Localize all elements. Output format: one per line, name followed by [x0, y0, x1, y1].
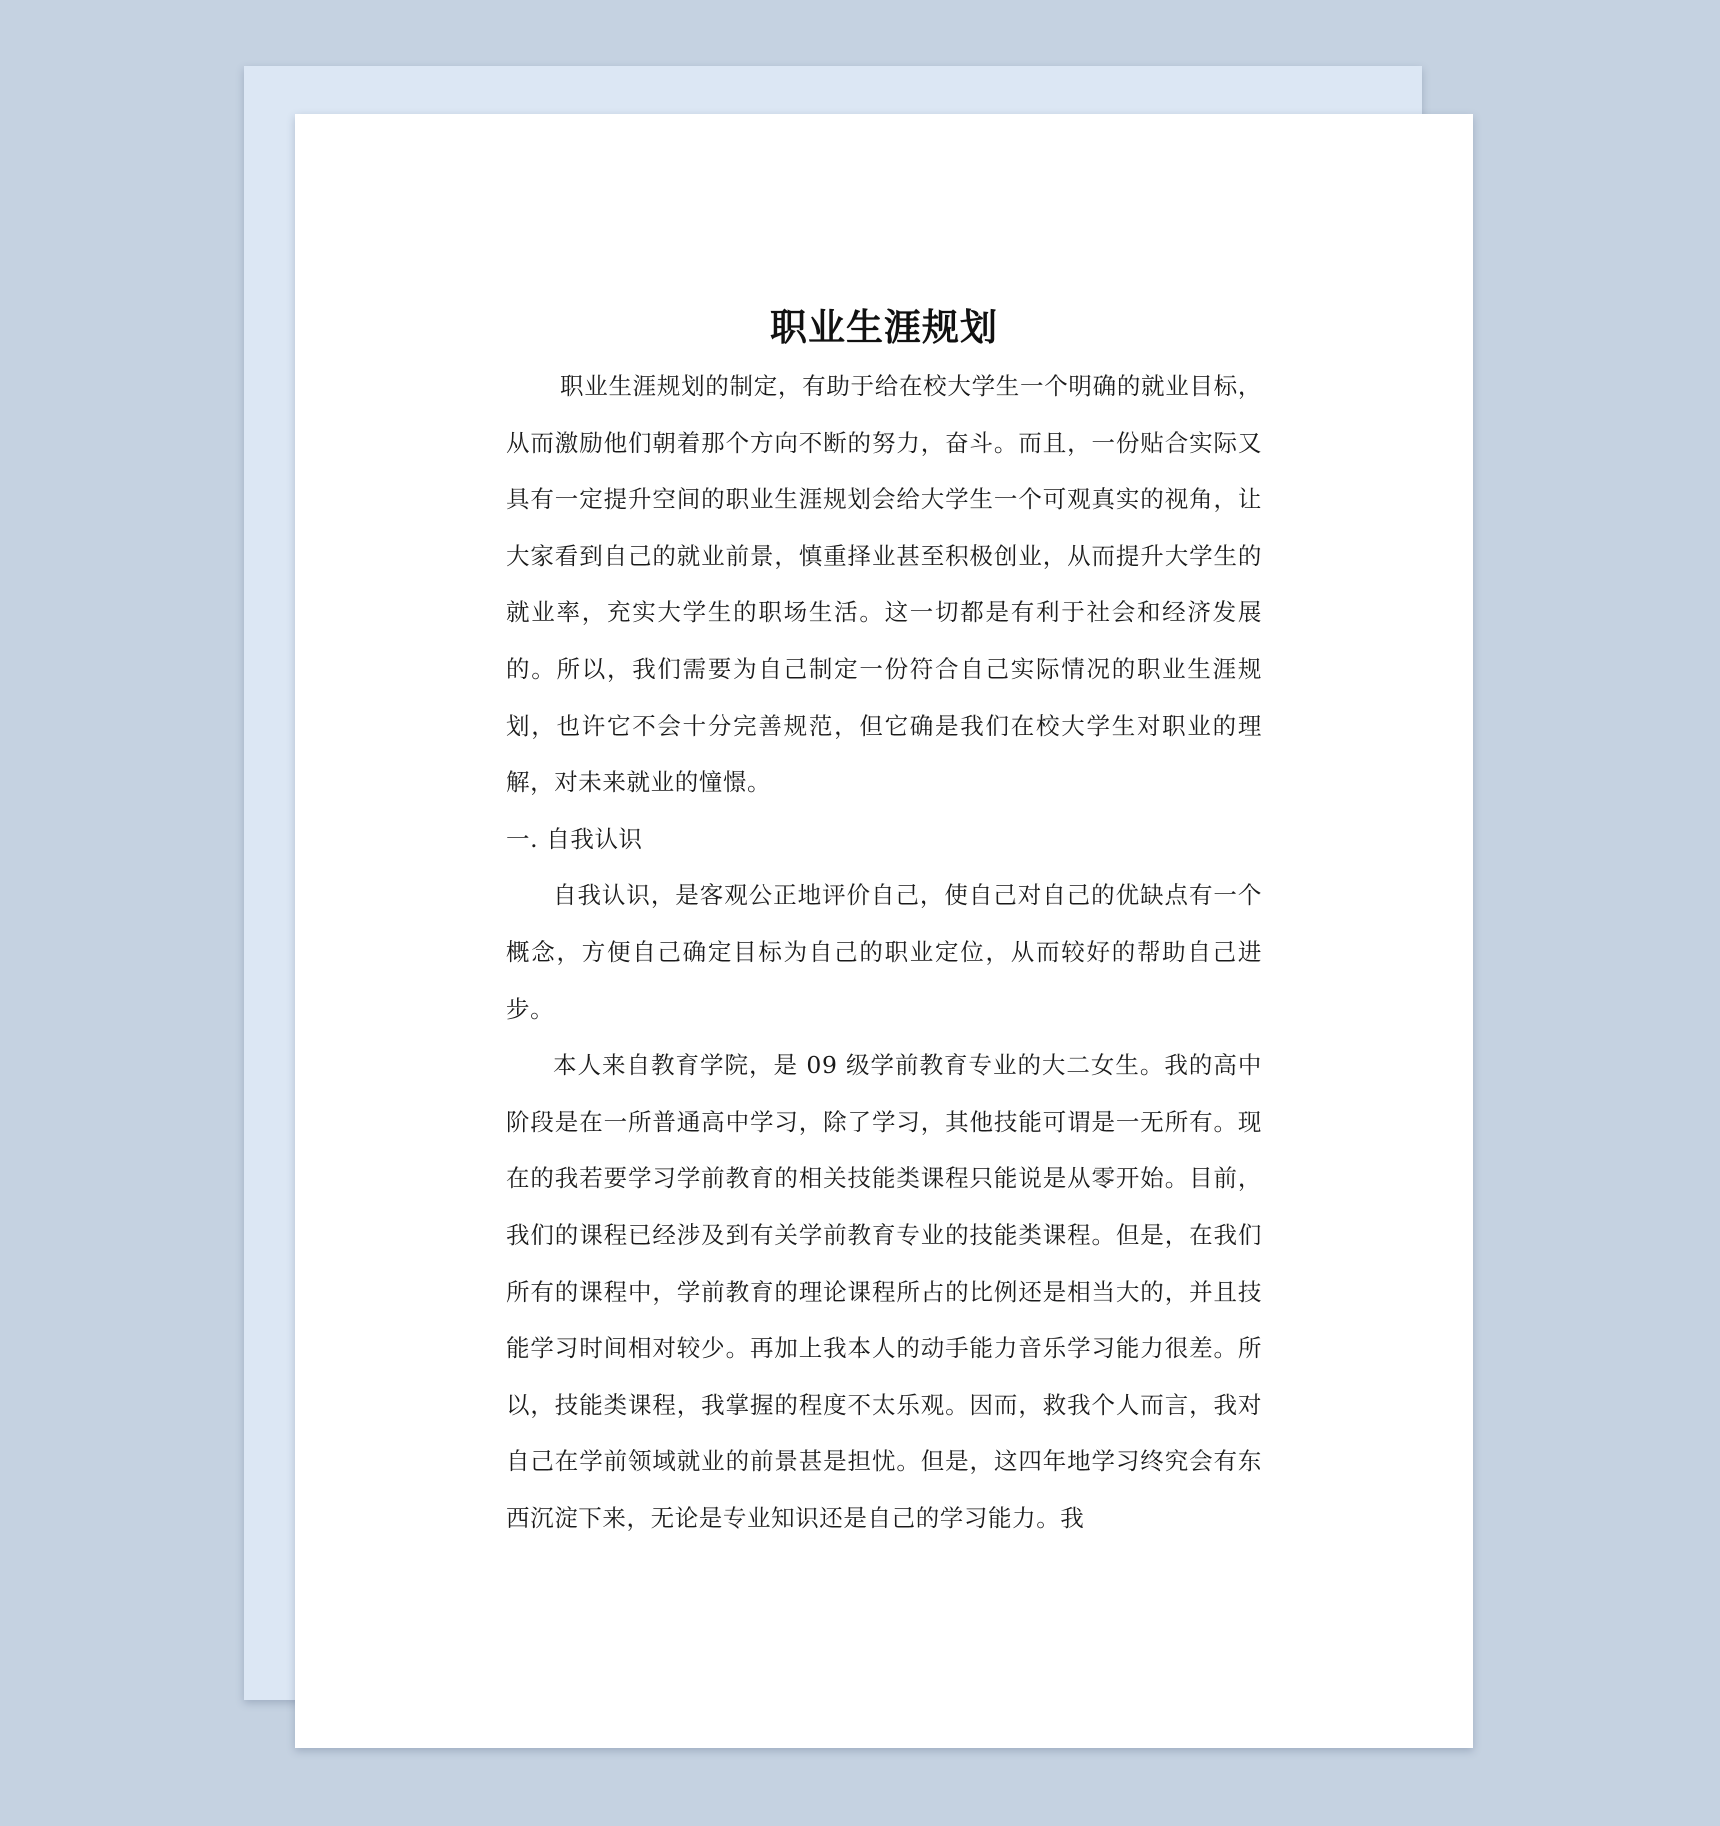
intro-paragraph: 职业生涯规划的制定，有助于给在校大学生一个明确的就业目标，从而激励他们朝着那个方向不断的努力，奋斗。而且，一份贴合实际又具有一定提升空间的职业生涯规划会给大学生一个可观真实的视角，让大家看到自己的就业前景，慎重择业甚至积极创业，从而提升大学生的就业率，充实大学生的职场生活。这一切都是有利于社会和经济发展的。所以，我们需要为自己制定一份符合自己实际情况的职业生涯规划，也许它不会十分完善规范，但它确是我们在校大学生对职业的理解，对未来就业的憧憬。 — [506, 372, 1262, 797]
document-content — [506, 296, 1262, 1546]
self-awareness-paragraph: 自我认识，是客观公正地评价自己，使自己对自己的优缺点有一个概念，方便自己确定目标为自己的职业定位，从而较好的帮助自己进步。 — [506, 881, 1262, 1023]
document-title: 职业生涯规划 — [770, 305, 998, 349]
personal-background-paragraph: 本人来自教育学院，是 09 级学前教育专业的大二女生。我的高中阶段是在一所普通高中学习，除了学习，其他技能可谓是一无所有。现在的我若要学习学前教育的相关技能类课程只能说是从零开始。目前，我们的课程已经涉及到有关学前教育专业的技能类课程。但是，在我们所有的课程中，学前教育的理论课程所占的比例还是相当大的，并且技能学习时间相对较少。再加上我本人的动手能力音乐学习能力很差。所以，技能类课程，我掌握的程度不太乐观。因而，救我个人而言，我对自己在学前领域就业的前景甚是担忧。但是，这四年地学习终究会有东西沉淀下来，无论是专业知识还是自己的学习能力。我 — [506, 1051, 1262, 1532]
section-heading-self-awareness: 一. 自我认识 — [506, 824, 643, 853]
